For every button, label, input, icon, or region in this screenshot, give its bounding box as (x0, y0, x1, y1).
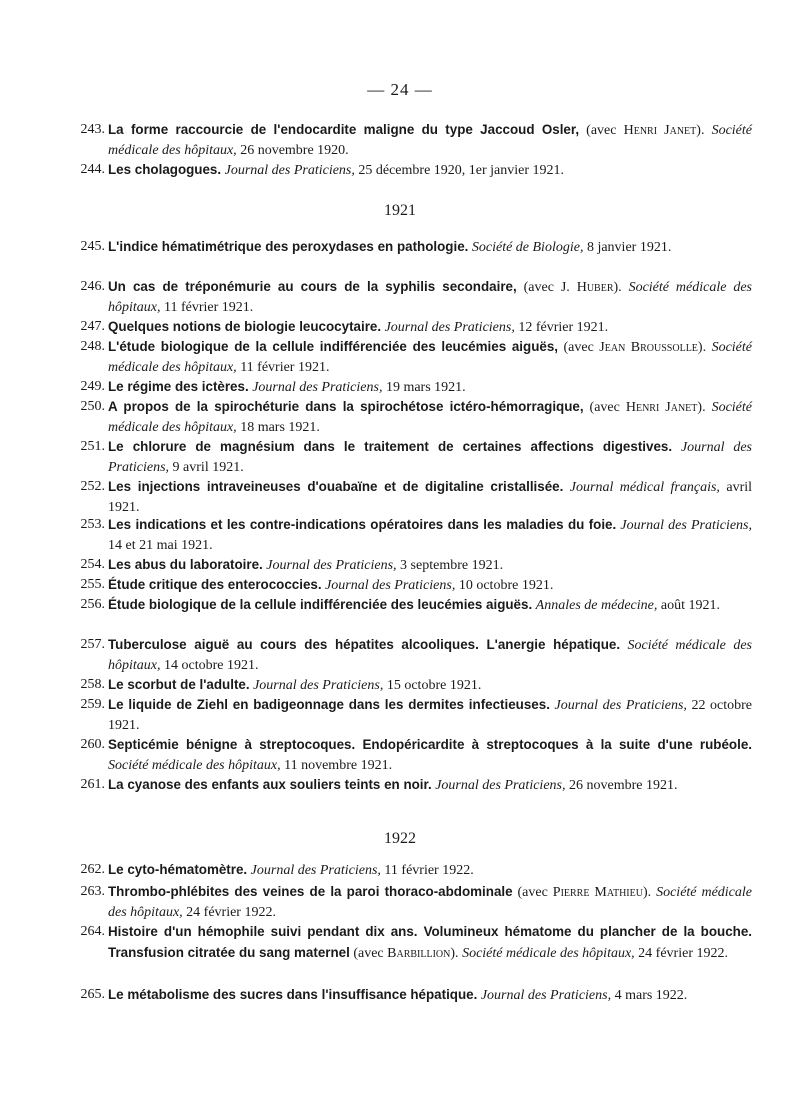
entry-date: 26 novembre 1920. (236, 143, 349, 158)
entry-number: 251. (80, 439, 105, 454)
entry-coauthor-prefix: (avec (558, 340, 600, 355)
entry-number: 260. (80, 737, 105, 752)
entry-date: 11 novembre 1921. (280, 758, 393, 773)
entry-number: 265. (80, 987, 105, 1002)
entry-date: 11 février 1921. (236, 360, 330, 375)
entry-date: 25 décembre 1920, 1er janvier 1921. (354, 163, 565, 178)
entry-date: 18 mars 1921. (236, 420, 320, 435)
entry-title: Les abus du laboratoire. (108, 557, 263, 572)
entry-date: 22 octobre 1921. (108, 698, 752, 733)
bibliography-entry (80, 437, 753, 478)
entry-date: 12 février 1921. (514, 320, 609, 335)
entry-coauthor-prefix: (avec J. (516, 280, 577, 295)
entry-source: Société médicale des hôpitaux, (108, 885, 752, 920)
entry-date: 11 février 1922. (380, 863, 474, 878)
entry-title: La forme raccourcie de l'endocardite maligne du type Jaccoud Osler, (108, 122, 580, 137)
entry-source: Journal des Praticiens, (250, 863, 381, 878)
entry-separator (672, 440, 681, 455)
entry-source: Journal des Praticiens, (224, 163, 355, 178)
entry-number: 257. (80, 637, 105, 652)
entry-coauthor-prefix: (avec (349, 946, 388, 961)
bibliography-entry (80, 317, 752, 338)
entry-coauthor-prefix: (avec (583, 400, 626, 415)
entry-date: 15 octobre 1921. (383, 678, 482, 693)
entry-date: avril 1921. (108, 480, 753, 515)
bibliography-entry (80, 675, 752, 696)
entry-title: Le chlorure de magnésium dans le traitement de certaines affections digestives. (108, 439, 673, 454)
bibliography-entry (80, 860, 752, 881)
entry-date: 24 février 1922. (634, 946, 728, 961)
entry-source: Société médicale des hôpitaux, (108, 400, 752, 435)
entry-separator: ). (450, 946, 463, 961)
entry-date: 11 février 1921. (160, 300, 254, 315)
entry-separator (620, 638, 627, 653)
entry-number: 262. (80, 862, 105, 877)
entry-title: Les injections intraveineuses d'ouabaïne et de digitaline cristallisée. (108, 479, 564, 494)
entry-source: Journal médical français, (569, 480, 720, 495)
entry-coauthor: Barbillion (387, 946, 451, 961)
entry-number: 258. (80, 677, 105, 692)
bibliography-entry (80, 237, 752, 258)
entry-source: Société médicale des hôpitaux, (108, 123, 752, 158)
entry-title: Les cholagogues. (108, 162, 222, 177)
entry-coauthor-prefix: (avec (512, 885, 553, 900)
entry-number: 255. (80, 577, 105, 592)
entry-number: 250. (80, 399, 105, 414)
entry-title: Tuberculose aiguë au cours des hépatites alcooliques. L'anergie hépatique. (108, 637, 621, 652)
page-number: — 24 — (367, 80, 433, 99)
entry-title: Étude critique des enterococcies. (108, 577, 322, 592)
entry-date: 9 avril 1921. (169, 460, 244, 475)
bibliography-entry (80, 595, 752, 616)
entry-title: La cyanose des enfants aux souliers teints en noir. (108, 777, 432, 792)
entry-coauthor: Henri Janet (625, 400, 698, 415)
entry-number: 245. (80, 239, 105, 254)
entry-coauthor: Jean Broussolle (599, 340, 698, 355)
entry-coauthor: Huber (576, 280, 614, 295)
entry-source: Journal des Praticiens, (620, 518, 753, 533)
entry-title: Le liquide de Ziehl en badigeonnage dans les dermites infectieuses. (108, 697, 550, 712)
entry-source: Société médicale des hôpitaux, (108, 638, 752, 673)
entry-number: 254. (80, 557, 105, 572)
entry-coauthor-prefix: (avec (579, 123, 624, 138)
entry-date: août 1921. (657, 598, 720, 613)
entry-source: Journal des Praticiens, (480, 988, 612, 1003)
entry-title: Septicémie bénigne à streptocoques. Endopéricardite à streptocoques à la suite d'une rubéole. (108, 737, 752, 752)
bibliography-entry (80, 337, 752, 378)
entry-date: 19 mars 1921. (382, 380, 466, 395)
entry-date: 3 septembre 1921. (396, 558, 504, 573)
entry-title: Quelques notions de biologie leucocytaire. (108, 319, 382, 334)
entry-number: 247. (80, 319, 105, 334)
entry-source: Journal des Praticiens, (554, 698, 687, 713)
entry-source: Journal des Praticiens, (266, 558, 397, 573)
bibliography-entry (80, 575, 752, 596)
bibliography-entry (80, 397, 752, 438)
entry-number: 248. (80, 339, 105, 354)
entry-title: Le métabolisme des sucres dans l'insuffisance hépatique. (108, 987, 478, 1002)
entry-title: Thrombo-phlébites des veines de la paroi thoraco-abdominale (108, 884, 513, 899)
bibliography-entry (80, 515, 753, 556)
entry-number: 256. (80, 597, 105, 612)
entry-number: 249. (80, 379, 105, 394)
entry-title: Le scorbut de l'adulte. (108, 677, 250, 692)
bibliography-entry (80, 775, 752, 796)
entry-source: Journal des Praticiens, (384, 320, 515, 335)
entry-number: 253. (80, 517, 105, 532)
entry-coauthor: Henri Janet (623, 123, 697, 138)
bibliography-entry (80, 985, 752, 1006)
entry-title: L'indice hématimétrique des peroxydases en pathologie. (108, 239, 469, 254)
bibliography-entry (80, 922, 752, 964)
entry-source: Journal des Praticiens, (325, 578, 456, 593)
entry-date: 14 et 21 mai 1921. (108, 538, 213, 553)
entry-date: 10 octobre 1921. (455, 578, 554, 593)
entry-source: Société médicale des hôpitaux, (108, 758, 281, 773)
bibliography-entry (80, 160, 752, 181)
entry-title: Étude biologique de la cellule indifférenciée des leucémies aiguës. (108, 597, 533, 612)
bibliography-entry (80, 635, 752, 676)
bibliography-entry (80, 477, 753, 518)
entry-separator: ). (613, 280, 629, 295)
entry-number: 252. (80, 479, 105, 494)
bibliography-entry (80, 555, 752, 576)
bibliography-entry (80, 120, 752, 161)
entry-title: A propos de la spirochéturie dans la spirochétose ictéro-hémorragique, (108, 399, 584, 414)
bibliography-entry (80, 277, 752, 318)
bibliography-entry (80, 882, 752, 923)
entry-source: Journal des Praticiens, (252, 380, 383, 395)
entry-title: Le régime des ictères. (108, 379, 249, 394)
entry-title: Histoire d'un hémophile suivi pendant dix ans. Volumineux hématome du plancher de la bouche. Transfusion citratée du sang maternel (108, 924, 752, 960)
entry-separator: ). (696, 123, 712, 138)
entry-source: Annales de médecine, (535, 598, 658, 613)
entry-date: 8 janvier 1921. (583, 240, 672, 255)
entry-date: 24 février 1922. (182, 905, 276, 920)
entry-source: Journal des Praticiens, (253, 678, 384, 693)
entry-title: L'étude biologique de la cellule indifférenciée des leucémies aiguës, (108, 339, 558, 354)
bibliography-entry (80, 377, 752, 398)
bibliography-entry (80, 735, 752, 776)
entry-number: 259. (80, 697, 105, 712)
entry-separator: ). (697, 400, 712, 415)
bibliography-entry (80, 695, 752, 736)
entry-separator: ). (642, 885, 657, 900)
entry-source: Journal des Praticiens, (435, 778, 566, 793)
entry-source: Société médicale des hôpitaux, (108, 280, 752, 315)
entry-number: 264. (80, 924, 105, 939)
entry-source: Société de Biologie, (471, 240, 584, 255)
entry-title: Le cyto-hématomètre. (108, 862, 248, 877)
entry-number: 246. (80, 279, 105, 294)
entry-title: Un cas de tréponémurie au cours de la syphilis secondaire, (108, 279, 517, 294)
entry-title: Les indications et les contre-indications opératoires dans les maladies du foie. (108, 517, 617, 532)
entry-coauthor: Pierre Mathieu (552, 885, 643, 900)
entry-date: 14 octobre 1921. (160, 658, 259, 673)
year-heading-1922: 1922 (384, 830, 416, 847)
entry-source: Société médicale des hôpitaux, (108, 340, 752, 375)
entry-separator: ). (697, 340, 712, 355)
entry-date: 4 mars 1922. (611, 988, 688, 1003)
entry-date: 26 novembre 1921. (565, 778, 678, 793)
entry-number: 244. (80, 162, 105, 177)
year-heading-1921: 1921 (384, 202, 416, 219)
entry-number: 261. (80, 777, 105, 792)
entry-source: Journal des Praticiens, (108, 440, 753, 475)
entry-source: Société médicale des hôpitaux, (462, 946, 635, 961)
entry-number: 263. (80, 884, 105, 899)
entry-number: 243. (80, 122, 105, 137)
